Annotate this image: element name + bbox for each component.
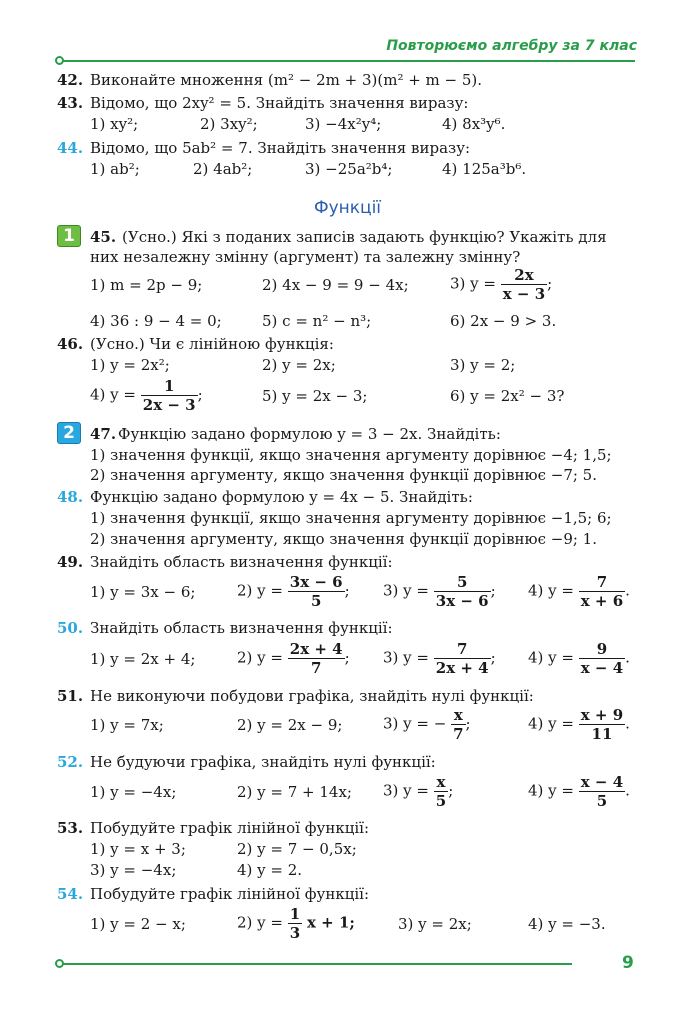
option: 1) y = 2x²; [90,356,170,374]
option-fraction: 4) y = $\frac{1}{2x - 3}$ ; [90,377,203,414]
option: 1) y = 7x; [90,716,164,734]
option: 2) y = 7 − 0,5x; [237,840,357,858]
option-fraction: 2) y = $\frac{3x - 6}{5}$ ; [237,573,350,610]
exercise-42-text: Виконайте множення (m² − 2m + 3)(m² + m − 5). [90,71,483,89]
option: 3) −4x²y⁴; [305,115,382,133]
header-rule [62,60,635,62]
exercise-44-text: Відомо, що 5ab² = 7. Знайдіть значення виразу: [90,139,471,157]
fraction: $\frac{1}{2x - 3}$ [142,377,196,414]
option: 1) y = x + 3; [90,840,186,858]
option-fraction: 2) y = $\frac{1}{3}$ x + 1; [237,905,355,942]
option: 4) 36 : 9 − 4 = 0; [90,312,222,330]
exercise-45-text-1: (Усно.) Які з поданих записів задають функцію? Укажіть для [122,228,607,246]
option: 1) ab²; [90,160,140,178]
exercise-48-line-2: 2) значення аргументу, якщо значення функції дорівнює −9; 1. [90,530,597,548]
exercise-number-47: 47. [90,425,117,443]
option: 2) y = 2x − 9; [237,716,343,734]
fraction: $\frac{5}{3x - 6}$ [435,573,489,610]
option: 1) y = 2x + 4; [90,650,196,668]
option: 5) c = n² − n³; [262,312,372,330]
option: 2) 3xy²; [200,115,258,133]
exercise-number-49: 49. [57,553,84,571]
option: 4) y = 2. [237,861,303,879]
section-title: Функції [313,198,382,218]
fraction: $\frac{7}{2x + 4}$ [435,640,489,677]
option-fraction: 3) y = $\frac{x}{5}$ ; [383,773,454,810]
exercise-46-text: (Усно.) Чи є лінійною функція: [90,335,334,353]
fraction: $\frac{3x - 6}{5}$ [289,573,343,610]
exercise-47-text: Функцію задано формулою y = 3 − 2x. Знайдіть: [118,425,501,443]
option: 1) y = 3x − 6; [90,583,196,601]
option: 4) 8x³y⁶. [442,115,506,133]
fraction: $\frac{1}{3}$ [289,905,301,942]
fraction: $\frac{9}{x - 4}$ [580,640,624,677]
option: 2) 4x − 9 = 9 − 4x; [262,276,409,294]
exercise-51-text: Не виконуючи побудови графіка, знайдіть нулі функції: [90,687,534,705]
page-number: 9 [622,953,634,973]
exercise-54-text: Побудуйте графік лінійної функції: [90,885,370,903]
exercise-48-text: Функцію задано формулою y = 4x − 5. Знайдіть: [90,488,473,506]
exercise-48-line-1: 1) значення функції, якщо значення аргументу дорівнює −1,5; 6; [90,509,612,527]
option-fraction: 4) y = $\frac{7}{x + 6}$ . [528,573,630,610]
option: 1) m = 2p − 9; [90,276,203,294]
exercise-53-text: Побудуйте графік лінійної функції: [90,819,370,837]
exercise-number-51: 51. [57,687,84,705]
exercise-45-text-2: них незалежну змінну (аргумент) та залежну змінну? [90,248,521,266]
footer-rule [62,963,572,965]
exercise-43-text: Відомо, що 2xy² = 5. Знайдіть значення виразу: [90,94,469,112]
option-fraction: 3) y = − $\frac{x}{7}$ ; [383,706,471,743]
fraction: $\frac{7}{x + 6}$ [580,573,624,610]
option-fraction: 4) y = $\frac{x - 4}{5}$ . [528,773,630,810]
exercise-52-text: Не будуючи графіка, знайдіть нулі функції: [90,753,436,771]
option: 6) y = 2x² − 3? [450,387,565,405]
exercise-number-50: 50. [57,619,84,637]
option-fraction: 4) y = $\frac{x + 9}{11}$ . [528,706,630,743]
exercise-47-line-2: 2) значення аргументу, якщо значення функції дорівнює −7; 5. [90,466,597,484]
option: 6) 2x − 9 > 3. [450,312,557,330]
exercise-number-52: 52. [57,753,84,771]
option: 3) −25a²b⁴; [305,160,393,178]
exercise-number-48: 48. [57,488,84,506]
exercise-number-45: 45. [90,228,117,246]
header-rule-dot [55,56,64,65]
option-fraction: 3) y = $\frac{2x}{x - 3}$ ; [450,266,553,303]
option: 2) 4ab²; [193,160,253,178]
option: 3) y = −4x; [90,861,177,879]
exercise-number-43: 43. [57,94,84,112]
option-fraction: 3) y = $\frac{5}{3x - 6}$ ; [383,573,496,610]
fraction: $\frac{x - 4}{5}$ [580,773,624,810]
exercise-number-44: 44. [57,139,84,157]
exercise-number-53: 53. [57,819,84,837]
exercise-number-42: 42. [57,71,84,89]
option-fraction: 2) y = $\frac{2x + 4}{7}$ ; [237,640,350,677]
exercise-number-46: 46. [57,335,84,353]
option-fraction: 3) y = $\frac{7}{2x + 4}$ ; [383,640,496,677]
fraction: $\frac{x}{5}$ [435,773,447,810]
option: 2) y = 2x; [262,356,336,374]
fraction: $\frac{x + 9}{11}$ [580,706,624,743]
option: 1) xy²; [90,115,139,133]
exercise-number-54: 54. [57,885,84,903]
option: 1) y = 2 − x; [90,915,186,933]
option: 3) y = 2; [450,356,516,374]
level-2-badge: 2 [57,422,81,444]
fraction: $\frac{2x}{x - 3}$ [502,266,546,303]
option: 5) y = 2x − 3; [262,387,368,405]
option: 2) y = 7 + 14x; [237,783,352,801]
fraction: $\frac{x}{7}$ [453,706,464,743]
option: 4) 125a³b⁶. [442,160,527,178]
option-fraction: 4) y = $\frac{9}{x - 4}$ . [528,640,630,677]
running-header: Повторюємо алгебру за 7 клас [386,38,637,54]
exercise-47-line-1: 1) значення функції, якщо значення аргументу дорівнює −4; 1,5; [90,446,612,464]
option: 1) y = −4x; [90,783,177,801]
footer-rule-dot [55,959,64,968]
exercise-50-text: Знайдіть область визначення функції: [90,619,393,637]
exercise-49-text: Знайдіть область визначення функції: [90,553,393,571]
option: 3) y = 2x; [398,915,472,933]
option: 4) y = −3. [528,915,606,933]
fraction: $\frac{2x + 4}{7}$ [289,640,343,677]
level-1-badge: 1 [57,225,81,247]
